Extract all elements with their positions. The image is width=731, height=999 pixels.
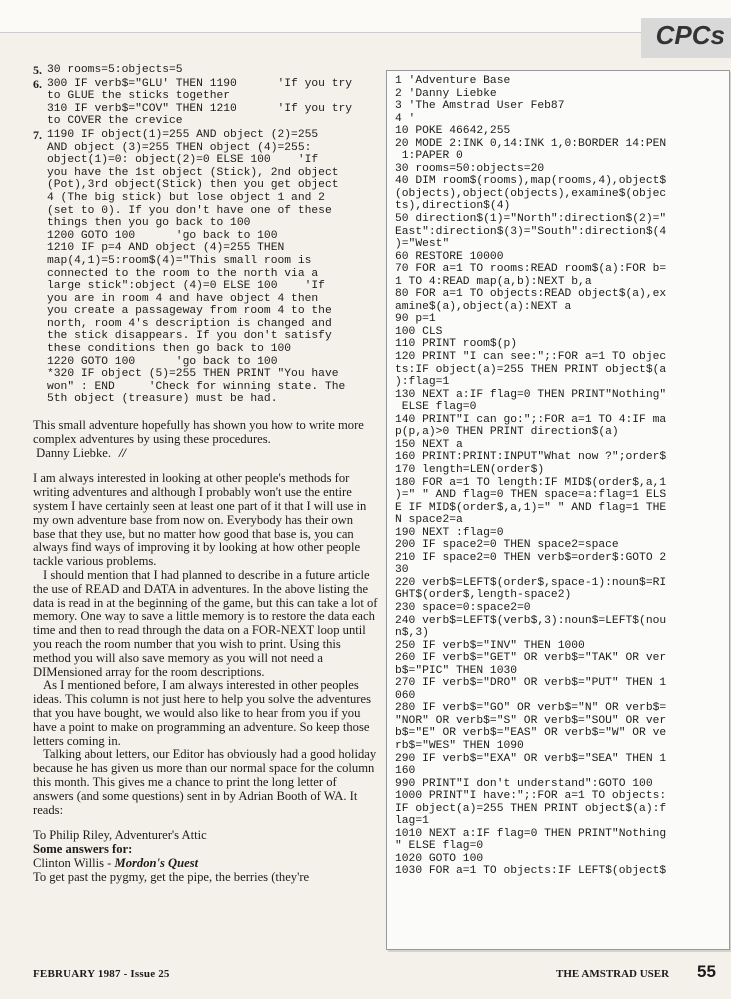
listing-line: 1 TO 4:READ map(a,b):NEXT b,a xyxy=(395,275,592,288)
paragraph-4: Talking about letters, our Editor has obviously had a good holiday because he has given us more than our normal space for the column this month. This gives me a chance to print the long letter of answers (and some questions) sent in by Adrian Booth of WA. It reads: xyxy=(33,747,377,817)
step-code-line: map(4,1)=5:room$(4)="This small room is xyxy=(47,254,312,267)
step-item xyxy=(33,78,378,128)
step-code-line: these conditions then go back to 100 xyxy=(47,343,292,356)
step-code-line: 1210 IF p=4 AND object (4)=255 THEN xyxy=(47,242,285,255)
article-left-column xyxy=(33,64,378,885)
article-body xyxy=(33,419,378,885)
step-code-line: 300 IF verb$="GLU' THEN 1190 'If you try xyxy=(47,77,353,90)
step-code-line: the stick disappears. If you don't satisfy xyxy=(47,330,332,343)
listing-line: 90 p=1 xyxy=(395,313,436,326)
step-code-line: connected to the room to the north via a xyxy=(47,267,319,280)
listing-line: 1020 GOTO 100 xyxy=(395,852,484,865)
listing-line: 60 RESTORE 10000 xyxy=(395,250,504,263)
listing-line: 40 DIM room$(rooms),map(rooms,4),object$ xyxy=(395,175,667,188)
step-code-line: you are in room 4 and have object 4 then xyxy=(47,292,319,305)
listing-line: "NOR" OR verb$="S" OR verb$="SOU" OR ver xyxy=(395,714,667,727)
listing-line: 1 'Adventure Base xyxy=(395,75,511,87)
listing-line: 3 'The Amstrad User Feb87 xyxy=(395,100,565,113)
page-top-strip xyxy=(0,0,731,33)
paragraph-3: As I mentioned before, I am always interested in other peoples ideas. This column is not just here to help you solve the adventures that you have bought, we would also like to hear from you if you have a point to make on programming an adventure. So keep those letters coming in. xyxy=(33,678,371,748)
step-code-line: object(1)=0: object(2)=0 ELSE 100 'If xyxy=(47,154,319,167)
step-code-line: you have the 1st object (Stick), 2nd object xyxy=(47,166,339,179)
step-code-line: 5th object (treasure) must be had. xyxy=(47,393,278,406)
section-title: CPCs xyxy=(655,20,725,50)
listing-line: 1:PAPER 0 xyxy=(395,150,463,163)
listing-line: 4 ' xyxy=(395,112,416,125)
listing-line: 250 IF verb$="INV" THEN 1000 xyxy=(395,639,585,652)
signature-line xyxy=(33,447,378,461)
step-code-line: north, room 4's description is changed and xyxy=(47,317,332,330)
listing-line: )=" " AND flag=0 THEN space=a:flag=1 ELS xyxy=(395,489,667,502)
paragraph-1: I am always interested in looking at other people's methods for writing adventures and although I probably won't use the entire system I have certainly seen at least one part of it that I will use in my own adventure base from now on. Everybody has their own base that they use, but no matter how good that base is, you can always find ways of improving it by looking at how other people tackle various problems. xyxy=(33,471,367,569)
step-code-line: you create a passageway from room 4 to the xyxy=(47,305,332,318)
listing-line: N space2=a xyxy=(395,514,463,527)
listing-line: 1010 NEXT a:IF flag=0 THEN PRINT"Nothing xyxy=(395,827,667,840)
letter-game-title: Mordon's Quest xyxy=(114,855,199,870)
step-code-line: won" : END 'Check for winning state. The xyxy=(47,380,346,393)
listing-line: lag=1 xyxy=(395,815,429,828)
listing-line: 1030 FOR a=1 TO objects:IF LEFT$(object$ xyxy=(395,865,667,878)
letter-author: Clinton Willis xyxy=(33,855,104,870)
step-number: 7. xyxy=(33,127,42,142)
listing-line: 280 IF verb$="GO" OR verb$="N" OR verb$= xyxy=(395,702,667,715)
listing-line: ts),direction$(4) xyxy=(395,200,511,213)
listing-line: 160 PRINT:PRINT:INPUT"What now ?";order$ xyxy=(395,451,667,464)
closing-paragraph: This small adventure hopefully has shown you how to write more complex adventures by using these procedures. xyxy=(33,418,364,446)
listing-line: East":direction$(3)="South":direction$(4 xyxy=(395,225,667,238)
listing-line: 70 FOR a=1 TO rooms:READ room$(a):FOR b= xyxy=(395,263,667,276)
letter-recipient: To Philip Riley, Adventurer's Attic xyxy=(33,828,207,843)
listing-line: b$="PIC" THEN 1030 xyxy=(395,664,518,677)
listing-line: 210 IF space2=0 THEN verb$=order$:GOTO 2 xyxy=(395,551,667,564)
listing-line: 990 PRINT"I don't understand":GOTO 100 xyxy=(395,777,653,790)
step-code-line: 1190 IF object(1)=255 AND object (2)=255 xyxy=(47,128,319,141)
listing-line: " ELSE flag=0 xyxy=(395,840,484,853)
program-listing xyxy=(387,71,729,882)
listing-line: n$,3) xyxy=(395,627,429,640)
listing-line: 2 'Danny Liebke xyxy=(395,87,497,100)
listing-line: p(p,a)>0 THEN PRINT direction$(a) xyxy=(395,426,619,439)
listing-line: 30 rooms=50:objects=20 xyxy=(395,162,545,175)
step-item xyxy=(33,129,378,406)
listing-line: 200 IF space2=0 THEN space2=space xyxy=(395,539,619,552)
step-code-line: 1200 GOTO 100 'go back to 100 xyxy=(47,229,278,242)
listing-line: 180 FOR a=1 TO length:IF MID$(order$,a,1 xyxy=(395,476,667,489)
magazine-footer: THE AMSTRAD USER xyxy=(556,968,670,980)
listing-line: 270 IF verb$="DRO" OR verb$="PUT" THEN 1 xyxy=(395,677,667,690)
step-code-line: 310 IF verb$="COV" THEN 1210 'If you try xyxy=(47,102,353,115)
listing-line: rb$="WES" THEN 1090 xyxy=(395,739,524,752)
listing-line: IF object(a)=255 THEN PRINT object$(a):f xyxy=(395,802,667,815)
listing-line: 30 xyxy=(395,564,409,577)
listing-line: GHT$(order$,length-space2) xyxy=(395,589,572,602)
listing-line: 290 IF verb$="EXA" OR verb$="SEA" THEN 1 xyxy=(395,752,667,765)
listing-line: 20 MODE 2:INK 0,14:INK 1,0:BORDER 14:PEN xyxy=(395,137,667,150)
steps-list xyxy=(33,64,378,406)
listing-line: 160 xyxy=(395,765,416,778)
step-code-line: AND object (3)=255 THEN object (4)=255: xyxy=(47,141,312,154)
listing-line: E IF MID$(order$,a,1)=" " AND flag=1 THE xyxy=(395,501,667,514)
step-code-line: 4 (The big stick) but lose object 1 and 2 xyxy=(47,191,325,204)
listing-line: 190 NEXT :flag=0 xyxy=(395,526,504,539)
listing-line: ):flag=1 xyxy=(395,376,450,389)
listing-line: 130 NEXT a:IF flag=0 THEN PRINT"Nothing" xyxy=(395,388,667,401)
step-item xyxy=(33,64,378,77)
issue-footer: FEBRUARY 1987 - Issue 25 xyxy=(33,968,170,980)
program-listing-box xyxy=(386,70,730,950)
letter-author-line xyxy=(33,857,378,871)
listing-line: 120 PRINT "I can see:";:FOR a=1 TO objec xyxy=(395,351,667,364)
step-code-line: 1220 GOTO 100 'go back to 100 xyxy=(47,355,278,368)
listing-line: amine$(a),object(a):NEXT a xyxy=(395,300,572,313)
paragraph-2: I should mention that I had planned to describe in a future article the use of READ and DATA in adventures. In the above listing the data is read in at the beginning of the game, but this can take a lot of memory. One way to save a little memory is to restore the data each time and then to read through the data on a FOR-NEXT loop until you reach the room number that you wish to print. Using this method you will also save memory as you will not need a DIMensioned array for the room descriptions. xyxy=(33,568,378,679)
signature: Danny Liebke. xyxy=(36,445,111,460)
listing-line: 060 xyxy=(395,689,416,702)
listing-line: 240 verb$=LEFT$(verb$,3):noun$=LEFT$(nou xyxy=(395,614,667,627)
listing-line: 140 PRINT"I can go:";:FOR a=1 TO 4:IF ma xyxy=(395,413,667,426)
step-code-line: large stick":object (4)=0 ELSE 100 'If xyxy=(47,280,325,293)
listing-line: 230 space=0:space2=0 xyxy=(395,601,531,614)
step-code-line: to COVER the crevice xyxy=(47,115,183,128)
step-code-line: *320 IF object (5)=255 THEN PRINT "You have xyxy=(47,368,339,381)
listing-line: 1000 PRINT"I have:";:FOR a=1 TO objects: xyxy=(395,790,667,803)
listing-line: (objects),object(objects),examine$(objec xyxy=(395,187,667,200)
listing-line: 220 verb$=LEFT$(order$,space-1):noun$=RI xyxy=(395,576,667,589)
listing-line: ELSE flag=0 xyxy=(395,401,477,414)
step-code-line: things then you go back to 100 xyxy=(47,217,251,230)
listing-line: )="West" xyxy=(395,238,450,251)
step-code-line: 30 rooms=5:objects=5 xyxy=(47,64,183,76)
step-code-line: (Pot),3rd object(Stick) then you get object xyxy=(47,179,339,192)
letter-heading: Some answers for: xyxy=(33,842,133,857)
listing-line: ts:IF object(a)=255 THEN PRINT object$(a xyxy=(395,363,667,376)
listing-line: 10 POKE 46642,255 xyxy=(395,125,511,138)
section-header-tab xyxy=(641,18,731,58)
listing-line: 150 NEXT a xyxy=(395,438,463,451)
letter-separator: - xyxy=(104,855,115,870)
listing-line: b$="E" OR verb$="EAS" OR verb$="W" OR ve xyxy=(395,727,667,740)
letter-first-line: To get past the pygmy, get the pipe, the berries (they're xyxy=(33,869,310,884)
step-code-line: (set to 0). If you don't have one of these xyxy=(47,204,332,217)
step-number: 5. xyxy=(33,63,42,77)
page-number: 55 xyxy=(697,962,716,981)
listing-line: 110 PRINT room$(p) xyxy=(395,338,518,351)
listing-line: 260 IF verb$="GET" OR verb$="TAK" OR ver xyxy=(395,652,667,665)
listing-line: 50 direction$(1)="North":direction$(2)=" xyxy=(395,213,667,226)
signature-mark: // xyxy=(119,445,126,460)
listing-line: 100 CLS xyxy=(395,325,443,338)
step-code-line: to GLUE the sticks together xyxy=(47,90,231,103)
listing-line: 170 length=LEN(order$) xyxy=(395,463,545,476)
step-number: 6. xyxy=(33,76,42,91)
listing-line: 80 FOR a=1 TO objects:READ object$(a),ex xyxy=(395,288,667,301)
